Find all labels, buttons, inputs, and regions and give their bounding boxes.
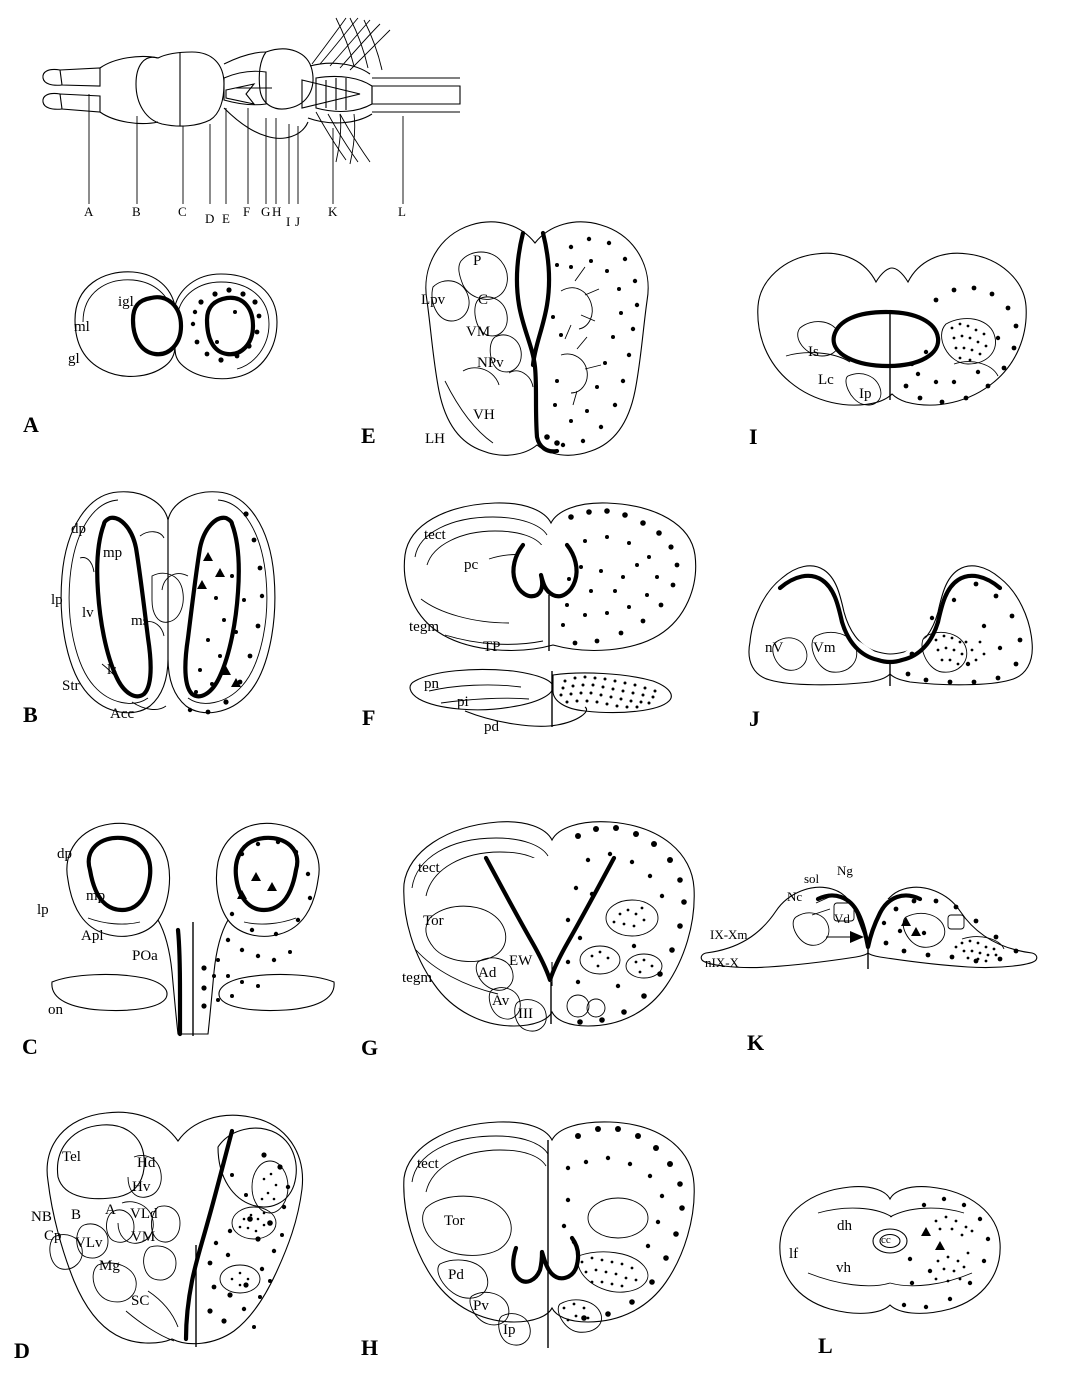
label-dp: dp bbox=[71, 521, 86, 537]
brain-map-tick-l: L bbox=[398, 204, 406, 219]
label-vh: vh bbox=[836, 1260, 851, 1276]
dorsal-view-brain-map bbox=[40, 8, 480, 229]
section-c-preoptic bbox=[22, 810, 358, 1060]
label-a: A bbox=[105, 1202, 116, 1218]
label-tect-f: tect bbox=[424, 527, 446, 543]
brain-map-tick-h: H bbox=[272, 204, 282, 219]
label-iii: III bbox=[518, 1006, 533, 1022]
label-on: on bbox=[48, 1002, 63, 1018]
label-dh: dh bbox=[837, 1218, 852, 1234]
label-sol: sol bbox=[804, 871, 820, 886]
label-vh: VH bbox=[473, 407, 495, 423]
label-tegm-f: tegm bbox=[409, 619, 439, 635]
section-g-midbrain bbox=[361, 810, 707, 1060]
label-nc: Nc bbox=[787, 889, 803, 904]
label-mp-c: mp bbox=[86, 888, 106, 904]
label-vm-e: VM bbox=[466, 324, 491, 340]
section-i-isthmus bbox=[740, 240, 1040, 449]
label-lh: LH bbox=[425, 431, 445, 447]
panel-letter-e: E bbox=[361, 423, 377, 448]
section-k-medulla bbox=[700, 855, 1045, 1055]
label-tel: Tel bbox=[62, 1149, 81, 1165]
label-av: Av bbox=[492, 993, 510, 1009]
brain-map-tick-g: G bbox=[261, 204, 271, 219]
panel-letter-i: I bbox=[749, 424, 759, 449]
label-gl: gl bbox=[68, 351, 80, 367]
label-tor-g: Tor bbox=[423, 913, 444, 929]
label-ix-xm: IX-Xm bbox=[710, 927, 748, 942]
section-b-telencephalon bbox=[23, 480, 330, 740]
label-vd: Vd bbox=[834, 911, 850, 926]
brain-map-tick-b: B bbox=[132, 204, 141, 219]
label-ml: ml bbox=[74, 319, 90, 335]
label-nix-x: nIX-X bbox=[705, 955, 739, 970]
section-j-trigeminal bbox=[740, 530, 1040, 730]
label-sc: SC bbox=[131, 1293, 150, 1309]
label-str: Str bbox=[62, 678, 80, 694]
section-f-tectum-pituitary bbox=[362, 495, 705, 745]
label-nv: nV bbox=[765, 640, 784, 656]
label-tect-g: tect bbox=[418, 860, 440, 876]
label-p: P bbox=[473, 253, 482, 269]
panel-letter-k: K bbox=[747, 1030, 765, 1055]
label-lp-c: lp bbox=[37, 902, 49, 918]
label-lc: Lc bbox=[818, 372, 834, 388]
label-igl: igl bbox=[118, 294, 134, 310]
label-vld: VLd bbox=[130, 1206, 158, 1222]
label-ip-h: Ip bbox=[503, 1322, 516, 1338]
label-tor-h: Tor bbox=[444, 1213, 465, 1229]
section-h-torus bbox=[361, 1110, 707, 1360]
panel-letter-l: L bbox=[818, 1333, 834, 1358]
label-lv: lv bbox=[82, 605, 94, 621]
brain-map-tick-d: D bbox=[205, 211, 215, 226]
label-tect-h: tect bbox=[417, 1156, 439, 1172]
section-l-spinal-cord bbox=[760, 1165, 1020, 1358]
panel-letter-g: G bbox=[361, 1035, 379, 1060]
brain-map-tick-i: I bbox=[286, 214, 291, 229]
panel-letter-f: F bbox=[362, 705, 376, 730]
label-nb: NB bbox=[31, 1209, 52, 1225]
panel-letter-j: J bbox=[749, 706, 761, 731]
label-acc: Acc bbox=[110, 706, 135, 722]
label-ew: EW bbox=[509, 953, 533, 969]
section-d-diencephalon bbox=[14, 1095, 348, 1363]
label-lp: lp bbox=[51, 592, 63, 608]
label-tp: TP bbox=[483, 639, 501, 655]
panel-letter-a: A bbox=[23, 412, 40, 437]
label-hv: Hv bbox=[132, 1179, 151, 1195]
label-pd: pd bbox=[484, 719, 499, 735]
panel-letter-c: C bbox=[22, 1034, 39, 1059]
label-ng: Ng bbox=[837, 863, 853, 878]
label-is: Is bbox=[808, 344, 819, 360]
brain-map-tick-f: F bbox=[243, 204, 251, 219]
label-vm-j: Vm bbox=[813, 640, 836, 656]
label-pc: pc bbox=[464, 557, 479, 573]
label-mg: Mg bbox=[99, 1258, 120, 1274]
brain-map-tick-e: E bbox=[222, 211, 230, 226]
label-mp: mp bbox=[103, 545, 123, 561]
label-ls: ls bbox=[107, 662, 118, 678]
label-lf: lf bbox=[789, 1246, 799, 1262]
label-hd: Hd bbox=[137, 1155, 156, 1171]
label-cc: cc bbox=[881, 1234, 891, 1246]
label-vm-d: VM bbox=[131, 1229, 156, 1245]
label-b: B bbox=[71, 1207, 82, 1223]
label-cp: Cp bbox=[44, 1228, 62, 1244]
section-e-hypothalamus bbox=[361, 205, 695, 465]
panel-letter-h: H bbox=[361, 1335, 379, 1360]
panel-letter-b: B bbox=[23, 702, 39, 727]
brain-map-tick-c: C bbox=[178, 204, 187, 219]
label-lpv: Lpv bbox=[421, 292, 446, 308]
label-dp-c: dp bbox=[57, 846, 72, 862]
label-ip-i: Ip bbox=[859, 386, 872, 402]
label-c: C bbox=[478, 292, 489, 308]
brain-map-tick-j: J bbox=[295, 214, 301, 229]
label-ad: Ad bbox=[478, 965, 497, 981]
label-ms: ms bbox=[131, 613, 149, 629]
brain-map-tick-k: K bbox=[328, 204, 338, 219]
brain-map-tick-a: A bbox=[84, 204, 94, 219]
label-npv: NPv bbox=[477, 355, 504, 371]
section-a-olfactory-bulb bbox=[23, 250, 305, 437]
label-tegm-g: tegm bbox=[402, 970, 432, 986]
label-pv-h: Pv bbox=[473, 1298, 489, 1314]
label-pi: pi bbox=[457, 694, 469, 710]
label-pn: pn bbox=[424, 676, 439, 692]
panel-letter-d: D bbox=[14, 1338, 31, 1363]
label-apl: Apl bbox=[81, 928, 104, 944]
label-poa: POa bbox=[132, 948, 158, 964]
label-pd-h: Pd bbox=[448, 1267, 464, 1283]
label-vlv: VLv bbox=[75, 1235, 103, 1251]
